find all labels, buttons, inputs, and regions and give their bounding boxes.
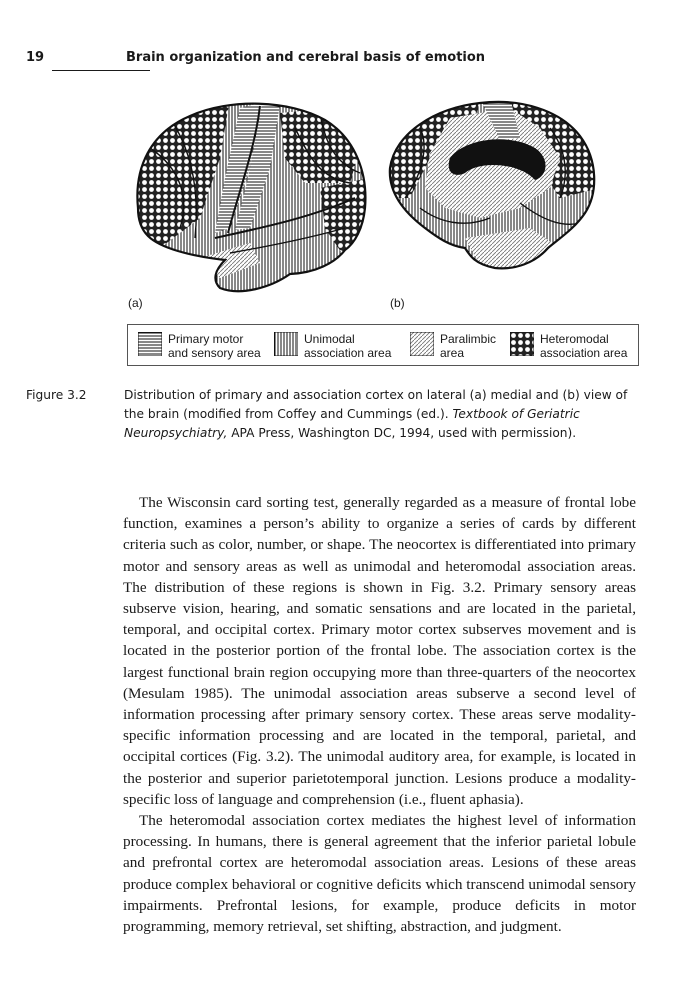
header-rule <box>52 70 150 71</box>
medial-brain-view <box>380 88 610 288</box>
dots-swatch-icon <box>510 332 534 356</box>
panel-b-label: (b) <box>390 296 405 310</box>
legend-paralimbic-line1: Paralimbic <box>440 332 497 346</box>
vertical-lines-swatch-icon <box>274 332 298 356</box>
body-text <box>123 492 636 937</box>
body-paragraph: The heteromodal association cortex mediates the highest level of information processing. In humans, there is general agreement that the inferior parietal lobule and prefrontal cortex are heteromodal association areas. Lesions of these areas produce complex behavioral or cognitive deficits which transcend unimodal sensory impairments. Prefrontal lesions, for example, produce deficits in motor programming, memory retrieval, set shifting, abstraction, and judgment. <box>123 812 636 936</box>
running-header <box>26 50 666 72</box>
caption-text-end: APA Press, Washington DC, 1994, used with permission). <box>227 426 577 440</box>
legend-heteromodal-line1: Heteromodal <box>540 332 609 346</box>
diagonal-stipple-swatch-icon <box>410 332 434 356</box>
legend-heteromodal-line2: association area <box>540 346 628 360</box>
legend-primary-line1: Primary motor <box>168 332 244 346</box>
horizontal-lines-swatch-icon <box>138 332 162 356</box>
figure-3-2 <box>120 88 640 378</box>
running-title: Brain organization and cerebral basis of emotion <box>126 50 486 65</box>
body-paragraph: The Wisconsin card sorting test, generally regarded as a measure of frontal lobe function, examines a person’s ability to organize a series of cards by different criteria such as color, number, or shape. The neocortex is differentiated into primary motor and sensory areas as well as unimodal and heteromodal association areas. The distribution of these regions is shown in Fig. 3.2. Primary sensory areas subserve vision, hearing, and somatic sensations and are located in the parietal, temporal, and occipital cortex. Primary motor cortex subserves movement and is located in the posterior portion of the frontal lobe. The association cortex is the largest functional brain region occupying more than three-quarters of the neocortex (Mesulam 1985). The unimodal association areas subserve a second level of information processing after primary sensory cortex. These areas serve modality-specific information processing and are located in the temporal, parietal, and occipital cortices (Fig. 3.2). The unimodal auditory area, for example, is located in the posterior and superior parietotemporal junction. Lesions produce a modality-specific loss of language and comprehension (i.e., fluent aphasia). <box>123 494 636 808</box>
legend-unimodal-line2: association area <box>304 346 392 360</box>
brain-illustration <box>120 88 640 324</box>
caption-book-title: Textbook of Geriatric Neuropsychiatry, <box>124 407 580 440</box>
lateral-brain-view <box>120 88 380 308</box>
page-number: 19 <box>26 50 45 65</box>
panel-a-label: (a) <box>128 296 143 310</box>
legend-primary-line2: and sensory area <box>168 346 261 360</box>
caption-text-start: Distribution of primary and association cortex on lateral (a) medial and (b) view of the brain (modified from Coffey and Cummings (ed.). <box>124 388 628 421</box>
legend-paralimbic-line2: area <box>440 346 465 360</box>
figure-legend <box>127 324 639 366</box>
caption-text <box>124 386 648 443</box>
legend-unimodal-line1: Unimodal <box>304 332 355 346</box>
caption-label: Figure 3.2 <box>26 388 87 402</box>
